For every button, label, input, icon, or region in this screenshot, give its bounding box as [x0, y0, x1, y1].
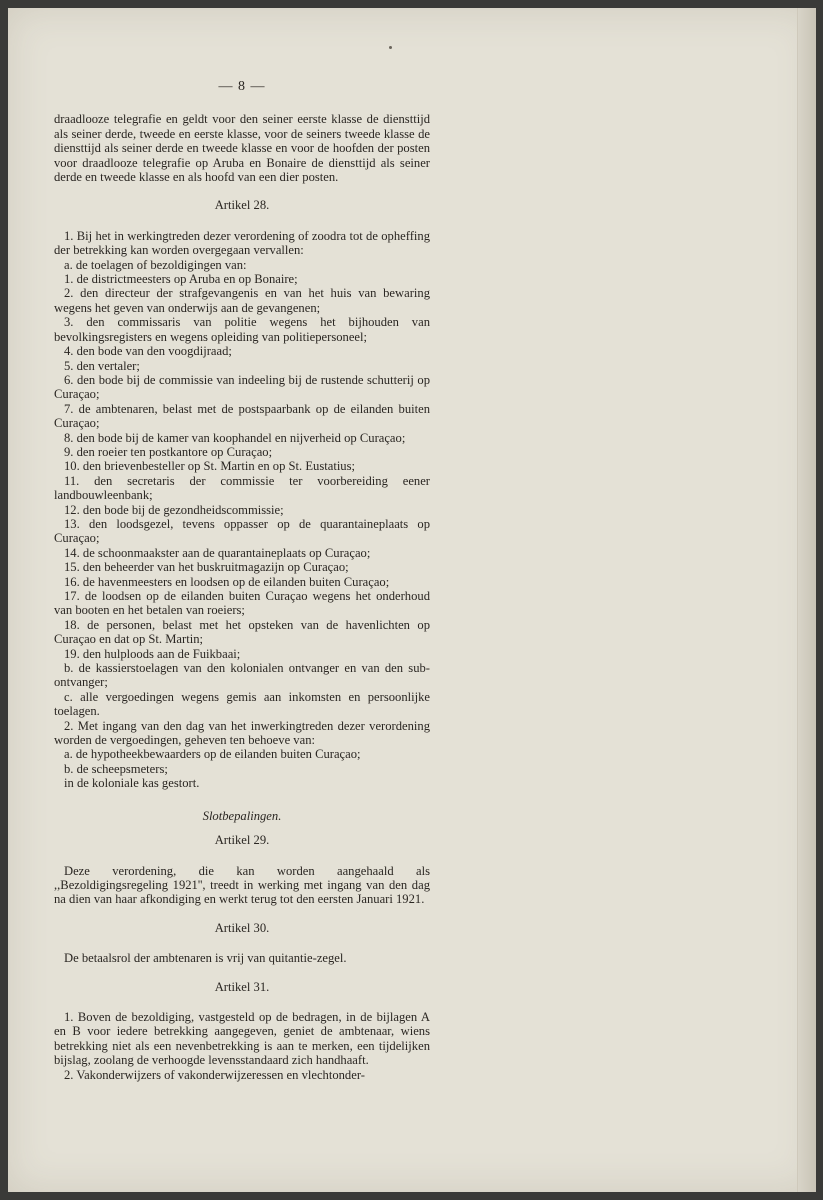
article-31-line: 2. Vakonderwijzers of vakonderwijzeressen en vlechtonder-	[64, 1067, 365, 1082]
article-28-line: 1. de districtmeesters op Aruba en op Bonaire;	[64, 272, 298, 287]
article-31-line: 1. Boven de bezoldiging, vastgesteld op de bedragen, in de bijlagen A en B voor iedere betrekking aangegeven, geniet de ambtenaar, wiens betrekking niet als een nevenbetrekking is aan te merken, een tijdelijken bijslag, zoolang de verhoogde levensstandaard zich handhaaft.	[54, 1009, 430, 1068]
article-28-line: 18. de personen, belast met het opsteken van de havenlichten op Curaçao en dat op St. Martin;	[54, 617, 430, 647]
article-29-text: Deze verordening, die kan worden aangehaald als ,,Bezoldigingsregeling 1921'', treedt in werking met ingang van den dag na dien van haar afkondiging en werkt terug tot den eersten Januari 1921.	[54, 863, 430, 907]
ink-speck	[389, 46, 392, 49]
intro-paragraph: draadlooze telegrafie en geldt voor den seiner eerste klasse de diensttijd als seiner derde, tweede en eerste klasse, voor de seiners tweede klasse de diensttijd als seiner derde en tweede klasse en voor de hoofden der posten voor draadlooze telegrafie op Aruba en Bonaire de diensttijd als seiner derde en tweede klasse en als hoofd van een dier posten.	[54, 112, 430, 185]
article-28-line: 2. Met ingang van den dag van het inwerkingtreden dezer verordening worden de vergoedingen, geheven ten behoeve van:	[54, 718, 430, 748]
article-28-line: 2. den directeur der strafgevangenis en van het huis van bewaring wegens het geven van onderwijs aan de gevangenen;	[54, 286, 430, 315]
page-content	[54, 80, 430, 1082]
article-28-line: 6. den bode bij de commissie van indeeling bij de rustende schutterij op Curaçao;	[54, 372, 430, 402]
article-28-line: 9. den roeier ten postkantore op Curaçao;	[64, 444, 273, 459]
article-28-line: 5. den vertaler;	[64, 358, 140, 373]
article-30-heading: Artikel 30.	[214, 920, 270, 935]
article-28-line: a. de hypotheekbewaarders op de eilanden buiten Curaçao;	[64, 747, 361, 762]
article-28-line: 3. den commissaris van politie wegens het bijhouden van bevolkingsregisters en wegens opleiding van politiepersoneel;	[54, 315, 430, 344]
article-28-heading: Artikel 28.	[214, 198, 270, 213]
article-31-heading: Artikel 31.	[214, 979, 270, 994]
article-28-line: a. de toelagen of bezoldigingen van:	[64, 257, 247, 272]
article-28-line: 15. den beheerder van het buskruitmagazijn op Curaçao;	[64, 560, 349, 575]
article-28-line: 10. den brievenbesteller op St. Martin en op St. Eustatius;	[64, 459, 356, 474]
article-28-line: 16. de havenmeesters en loodsen op de eilanden buiten Curaçao;	[64, 574, 390, 589]
article-28-line: 4. den bode van den voogdijraad;	[64, 344, 232, 359]
article-28-line: 19. den hulploods aan de Fuikbaai;	[64, 646, 241, 661]
article-28-line: b. de kassierstoelagen van den kolonialen ontvanger en van den sub-ontvanger;	[54, 661, 430, 690]
article-28-line: 7. de ambtenaren, belast met de postspaarbank op de eilanden buiten Curaçao;	[54, 401, 430, 431]
page-edge	[797, 8, 816, 1192]
article-28-line: 11. den secretaris der commissie ter voorbereiding eener landbouwleenbank;	[54, 473, 430, 503]
article-28-line: 1. Bij het in werkingtreden dezer verordening of zoodra tot de opheffing der betrekking kan worden overgegaan vervallen:	[54, 228, 430, 258]
article-28-line: c. alle vergoedingen wegens gemis aan inkomsten en persoonlijke toelagen.	[54, 689, 430, 719]
article-28-line: 8. den bode bij de kamer van koophandel en nijverheid op Curaçao;	[64, 430, 406, 445]
article-28-line: 12. den bode bij de gezondheidscommissie;	[64, 502, 284, 517]
article-28-line: 14. de schoonmaakster aan de quarantaineplaats op Curaçao;	[64, 545, 371, 560]
article-30-text: De betaalsrol der ambtenaren is vrij van quitantie-zegel.	[64, 951, 347, 966]
article-29-heading: Artikel 29.	[214, 833, 270, 848]
article-28-line: in de koloniale kas gestort.	[64, 776, 200, 791]
section-heading-slotbepalingen: Slotbepalingen.	[202, 808, 282, 823]
article-28-body	[54, 229, 430, 791]
article-28-line: b. de scheepsmeters;	[64, 761, 168, 776]
article-28-line: 13. den loodsgezel, tevens oppasser op de quarantaineplaats op Curaçao;	[54, 516, 430, 546]
page-number: — 8 —	[218, 79, 266, 94]
article-28-line: 17. de loodsen op de eilanden buiten Curaçao wegens het onderhoud van booten en het betalen van roeiers;	[54, 589, 430, 618]
